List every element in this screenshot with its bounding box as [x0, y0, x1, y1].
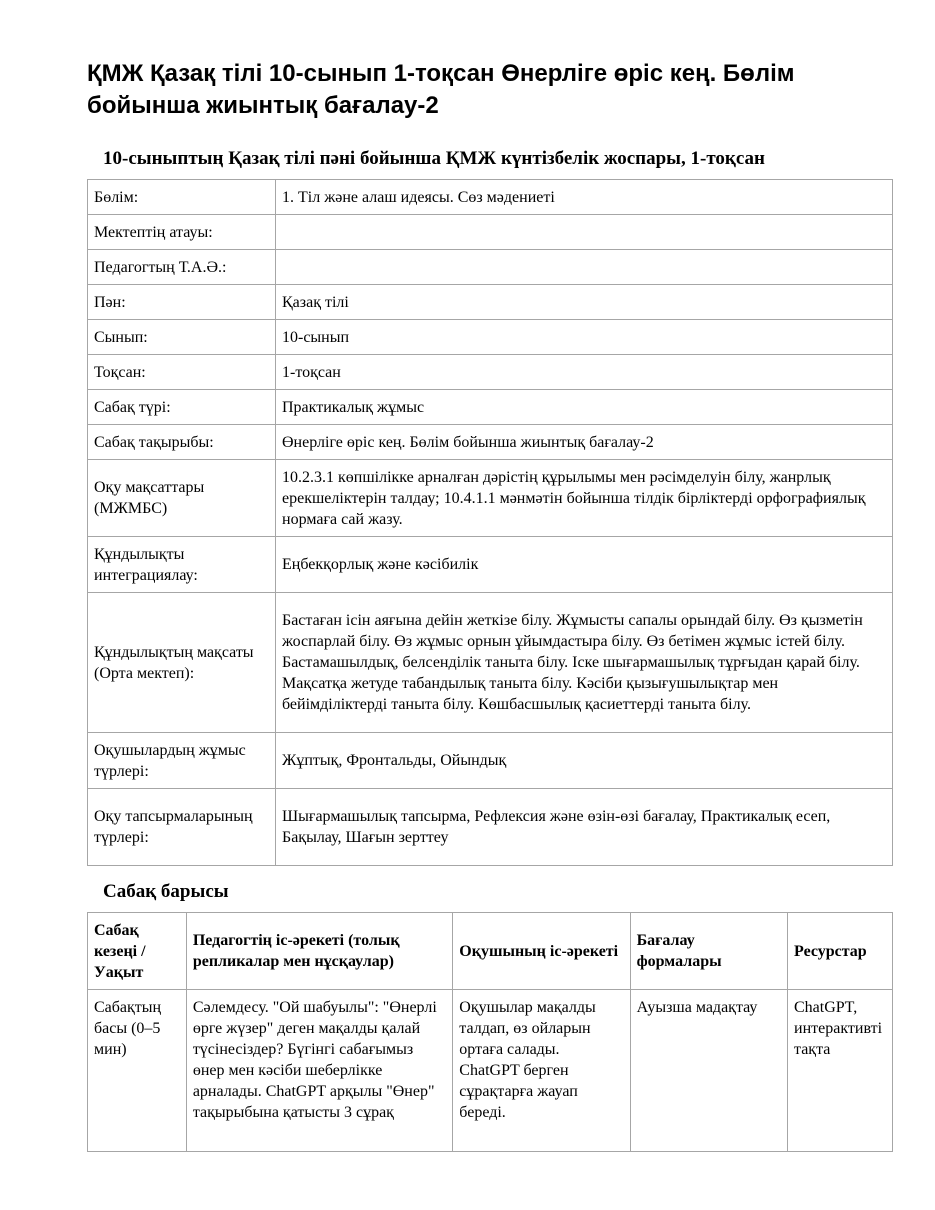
table-row: [88, 733, 893, 789]
table-cell: Сабақтың басы (0–5 мин): [88, 990, 187, 1152]
table-row: [88, 593, 893, 733]
lesson-flow-heading: Сабақ барысы: [103, 881, 229, 902]
table-row: [88, 537, 893, 593]
row-label: Құндылықты интеграциялау:: [88, 537, 276, 593]
row-label: Құндылықтың мақсаты (Орта мектеп):: [88, 593, 276, 733]
row-label: Мектептің атауы:: [88, 215, 276, 250]
column-header: Ресурстар: [788, 913, 893, 990]
row-label: Оқу тапсырмаларының түрлері:: [88, 789, 276, 866]
table-row: [88, 180, 893, 215]
row-label: Оқу мақсаттары (МЖМБС): [88, 460, 276, 537]
table-row: [88, 789, 893, 866]
row-value: [276, 250, 893, 285]
table-row: [88, 990, 893, 1152]
column-header: Оқушының іс-әрекеті: [453, 913, 630, 990]
table-cell: ChatGPT, интерактивті тақта: [788, 990, 893, 1152]
row-value: Бастаған ісін аяғына дейін жеткізе білу. Жұмысты сапалы орындай білу. Өз қызметін жоспарлай білу. Өз жұмыс орнын ұйымдастыра білу. Өз бетімен жұмыс істей білу. Бастамашылдық, белсенділік таныта білу. Іске шығармашылық тұрғыдан қарай білу. Мақсатқа жетуде табандылық таныта білу. Кәсіби қызығушылықтар мен бейімділіктерді таныта білу. Көшбасшылық қасиеттерді таныта білу.: [276, 593, 893, 733]
column-header: Педагогтің іс-әрекеті (толық репликалар мен нұсқаулар): [186, 913, 452, 990]
table-row: [88, 285, 893, 320]
table-row: [88, 355, 893, 390]
row-value: 1-тоқсан: [276, 355, 893, 390]
column-header: Сабақ кезеңі / Уақыт: [88, 913, 187, 990]
table-cell: Оқушылар мақалды талдап, өз ойларын ортаға салады. ChatGPT берген сұрақтарға жауап береді.: [453, 990, 630, 1152]
column-header: Бағалау формалары: [630, 913, 787, 990]
table-header-row: [88, 913, 893, 990]
table-row: [88, 460, 893, 537]
row-label: Тоқсан:: [88, 355, 276, 390]
row-value: [276, 215, 893, 250]
row-value: Практикалық жұмыс: [276, 390, 893, 425]
row-value: Қазақ тілі: [276, 285, 893, 320]
row-value: 10-сынып: [276, 320, 893, 355]
row-label: Пән:: [88, 285, 276, 320]
lesson-info-table: [87, 179, 893, 866]
row-label: Педагогтың Т.А.Ә.:: [88, 250, 276, 285]
row-label: Сынып:: [88, 320, 276, 355]
plan-heading: 10-сыныптың Қазақ тілі пәні бойынша ҚМЖ күнтізбелік жоспары, 1-тоқсан: [103, 148, 765, 169]
row-label: Бөлім:: [88, 180, 276, 215]
row-label: Оқушылардың жұмыс түрлері:: [88, 733, 276, 789]
row-value: 1. Тіл және алаш идеясы. Сөз мәдениеті: [276, 180, 893, 215]
lesson-flow-table: [87, 912, 893, 1152]
row-label: Сабақ тақырыбы:: [88, 425, 276, 460]
row-value: Еңбекқорлық және кәсібилік: [276, 537, 893, 593]
table-cell: Сәлемдесу. "Ой шабуылы": "Өнерлі өрге жүзер" деген мақалды қалай түсінесіздер? Бүгінгі сабағымыз өнер мен кәсіби шеберлікке арналады. ChatGPT арқылы "Өнер" тақырыбына қатысты 3 сұрақ: [186, 990, 452, 1152]
table-cell: Ауызша мадақтау: [630, 990, 787, 1152]
table-row: [88, 425, 893, 460]
row-value: 10.2.3.1 көпшілікке арналған дәрістің құрылымы мен рәсімделуін білу, жанрлық ерекшеліктерін талдау; 10.4.1.1 мәнмәтін бойынша тілдік бірліктерді орфографиялық нормаға сай жазу.: [276, 460, 893, 537]
table-row: [88, 390, 893, 425]
table-row: [88, 250, 893, 285]
table-row: [88, 215, 893, 250]
row-value: Шығармашылық тапсырма, Рефлексия және өзін-өзі бағалау, Практикалық есеп, Бақылау, Шағын зерттеу: [276, 789, 893, 866]
row-label: Сабақ түрі:: [88, 390, 276, 425]
row-value: Жұптық, Фронтальды, Ойындық: [276, 733, 893, 789]
table-row: [88, 320, 893, 355]
page-title: ҚМЖ Қазақ тілі 10-сынып 1-тоқсан Өнерлiге өрiс кең. Бөлім бойынша жиынтық бағалау-2: [87, 60, 795, 119]
row-value: Өнерлiге өрiс кең. Бөлім бойынша жиынтық бағалау-2: [276, 425, 893, 460]
